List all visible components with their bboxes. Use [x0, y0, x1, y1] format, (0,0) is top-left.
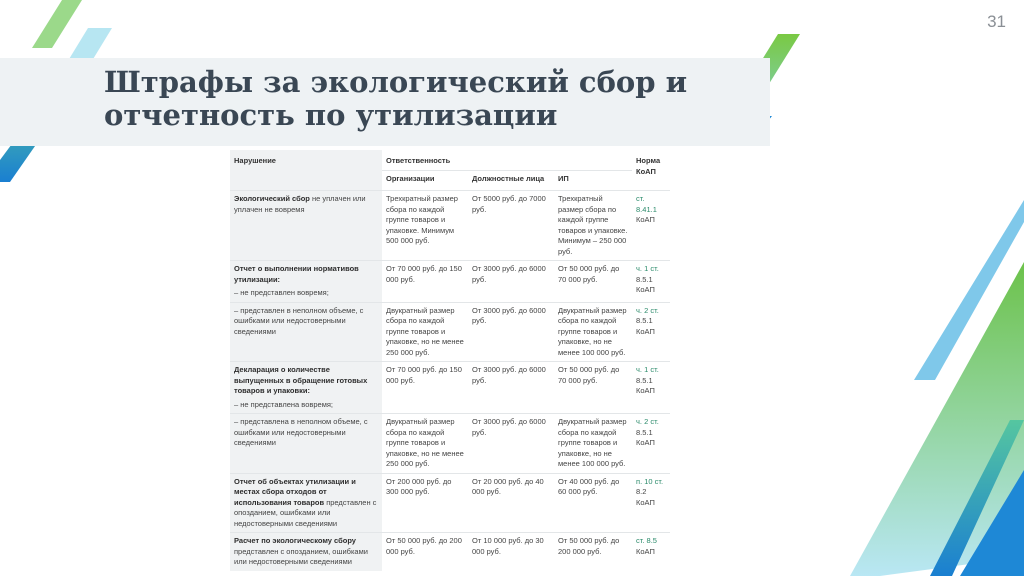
header-norm [632, 150, 670, 191]
violation-sub: – не представлен вовремя; [234, 288, 329, 297]
header-ip: ИП [554, 170, 632, 191]
ip-cell: От 50 000 руб. до 70 000 руб. [554, 362, 632, 414]
fines-table-container [230, 150, 670, 576]
org-cell: Двукратный размер сбора по каждой группе товаров и упаковке, но не менее 250 000 руб. [382, 414, 468, 474]
ip-cell: От 40 000 руб. до 60 000 руб. [554, 473, 632, 533]
violation-bold: Отчет о выполнении нормативов утилизации: [234, 264, 359, 284]
norm-link[interactable]: ч. 1 ст. [636, 365, 659, 374]
norm-text: 8.5.1 КоАП [636, 316, 655, 336]
header-officials: Должностные лица [468, 170, 554, 191]
page-number: 31 [987, 12, 1006, 31]
ip-cell: Двукратный размер сбора по каждой группе товаров и упаковке, но не менее 100 000 руб. [554, 302, 632, 362]
violation-cell [230, 362, 382, 414]
violation-cell [230, 302, 382, 362]
ip-cell: От 50 000 руб. до 200 000 руб. [554, 533, 632, 571]
norm-cell [632, 191, 670, 261]
fines-table [230, 150, 670, 571]
norm-cell [632, 362, 670, 414]
norm-cell [632, 473, 670, 533]
norm-text: 8.5.1 КоАП [636, 274, 655, 294]
violation-text: представлен с опозданием, ошибками или недостоверными сведениями [234, 546, 368, 566]
norm-cell [632, 414, 670, 474]
violation-bold: Отчет об объектах утилизации и местах сбора отходов от использования товаров [234, 476, 356, 507]
norm-link[interactable]: ч. 2 ст. [636, 417, 659, 426]
norm-text: 8.5.1 КоАП [636, 427, 655, 447]
slide-title [104, 66, 687, 132]
official-cell: От 5000 руб. до 7000 руб. [468, 191, 554, 261]
norm-text: 8.5.1 КоАП [636, 375, 655, 395]
norm-link[interactable]: п. 10 ст. [636, 476, 664, 486]
violation-cell [230, 191, 382, 261]
violation-bold: Декларация о количестве выпущенных в обращение готовых товаров и упаковки: [234, 365, 368, 395]
header-responsibility: Ответственность [386, 156, 451, 165]
official-cell: От 3000 руб. до 6000 руб. [468, 362, 554, 414]
norm-link[interactable]: ч. 2 ст. [636, 305, 659, 315]
slide-title-line1: Штрафы за экологический сбор и [104, 65, 688, 99]
norm-cell [632, 302, 670, 362]
header-violation: Нарушение [230, 150, 382, 191]
org-cell: Трехкратный размер сбора по каждой группе товаров и упаковке. Минимум 500 000 руб. [382, 191, 468, 261]
violation-bold: Экологический сбор [234, 194, 310, 203]
norm-text: 8.2 КоАП [636, 487, 655, 507]
violation-cell [230, 533, 382, 571]
ip-cell: От 50 000 руб. до 70 000 руб. [554, 261, 632, 303]
norm-link[interactable]: ч. 1 ст. [636, 264, 659, 273]
table-row [230, 261, 670, 303]
table-row [230, 362, 670, 414]
table-row [230, 302, 670, 362]
violation-text: не уплачен или уплачен не вовремя [234, 194, 366, 214]
violation-sub: – не представлена вовремя; [234, 399, 333, 409]
org-cell: От 70 000 руб. до 150 000 руб. [382, 362, 468, 414]
stripe-top-left-1 [32, 0, 82, 48]
official-cell: От 20 000 руб. до 40 000 руб. [468, 473, 554, 533]
violation-text: – представлена в неполном объеме, с ошибками или недостоверными сведениями [234, 417, 368, 447]
table-row [230, 533, 670, 571]
table-row [230, 473, 670, 533]
org-cell: Двукратный размер сбора по каждой группе товаров и упаковке, но не менее 250 000 руб. [382, 302, 468, 362]
header-organizations: Организации [382, 170, 468, 191]
ip-cell: Трехкратный размер сбора по каждой группе товаров и упаковке. Минимум – 250 000 руб. [554, 191, 632, 261]
violation-cell [230, 414, 382, 474]
table-row [230, 414, 670, 474]
norm-link[interactable]: ст. 8.5 [636, 536, 657, 545]
official-cell: От 3000 руб. до 6000 руб. [468, 302, 554, 362]
violation-text: – представлен в неполном объеме, с ошибками или недостоверными сведениями [234, 305, 364, 336]
org-cell: От 200 000 руб. до 300 000 руб. [382, 473, 468, 533]
norm-text: КоАП [636, 215, 655, 224]
org-cell: От 70 000 руб. до 150 000 руб. [382, 261, 468, 303]
norm-cell [632, 261, 670, 303]
official-cell: От 3000 руб. до 6000 руб. [468, 261, 554, 303]
norm-text: КоАП [636, 546, 655, 556]
violation-cell [230, 261, 382, 303]
header-norm-label: Норма КоАП [636, 156, 661, 176]
ip-cell: Двукратный размер сбора по каждой группе товаров и упаковке, но не менее 100 000 руб. [554, 414, 632, 474]
norm-cell [632, 533, 670, 571]
official-cell: От 3000 руб. до 6000 руб. [468, 414, 554, 474]
official-cell: От 10 000 руб. до 30 000 руб. [468, 533, 554, 571]
violation-text: представлен с опозданием, ошибками или недостоверными сведениями [234, 497, 377, 528]
violation-bold: Расчет по экологическому сбору [234, 536, 356, 545]
violation-cell [230, 473, 382, 533]
table-row [230, 191, 670, 261]
org-cell: От 50 000 руб. до 200 000 руб. [382, 533, 468, 571]
slide-title-line2: отчетность по утилизации [104, 98, 558, 132]
norm-link[interactable]: ст. 8.41.1 [636, 194, 657, 214]
